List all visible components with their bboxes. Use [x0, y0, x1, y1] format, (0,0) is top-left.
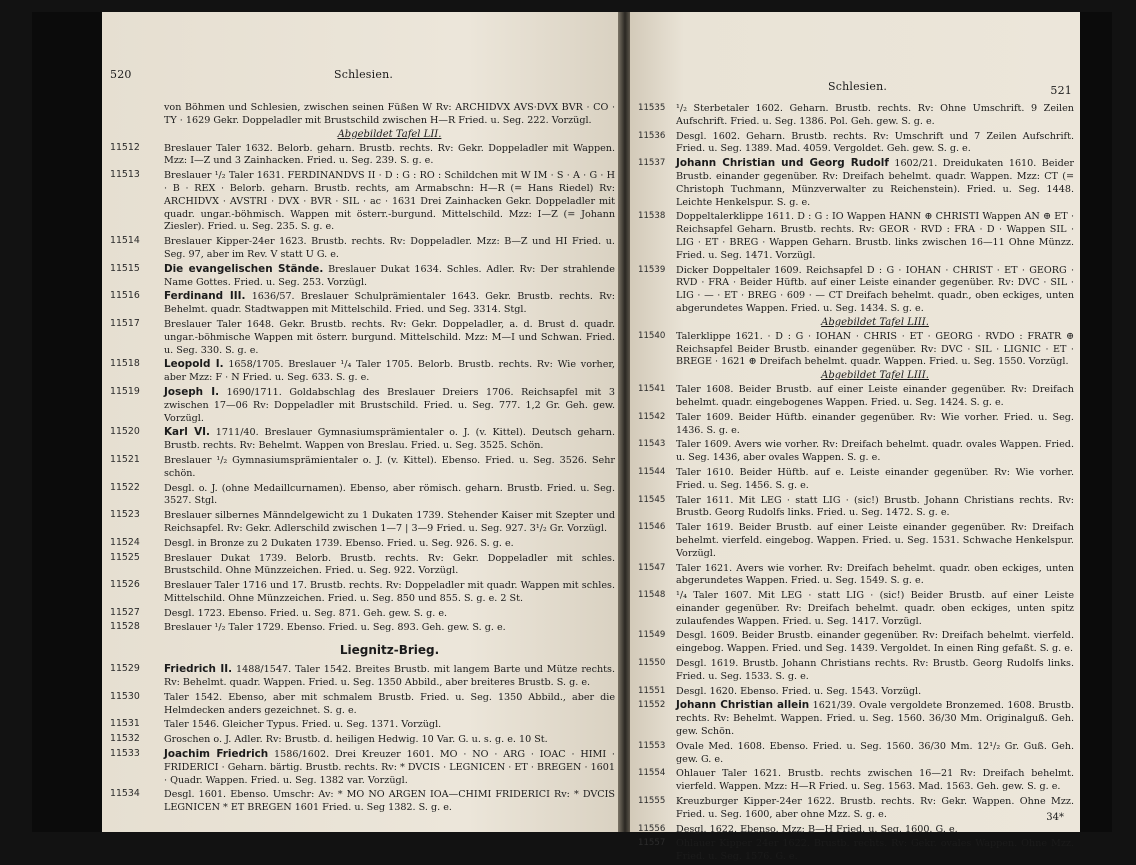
lot-number: 11521: [110, 453, 140, 465]
catalog-entry: [638, 466, 1074, 493]
entry-list: [110, 663, 615, 815]
entry-text: [676, 795, 1074, 822]
catalog-entry: [110, 386, 615, 425]
lot-number: 11538: [638, 211, 666, 222]
lot-number: 11520: [110, 426, 140, 438]
ruler-heading: Leopold I.: [164, 358, 224, 371]
entry-text: [164, 621, 615, 635]
entry-text: [164, 169, 615, 234]
entry-description: Taler 1611. Mit LEG · statt LIG · (sic!) Brustb. Johann Christians rechts. Rv: Brustb. Georg Rudolfs links. Fried. u. Seg. 1472. S. g. e.: [676, 494, 1074, 519]
running-head: Schlesien.: [828, 80, 888, 93]
entry-text: [676, 383, 1074, 410]
entry-text: [676, 629, 1074, 656]
catalog-entry: [110, 607, 615, 621]
lot-number: 11514: [110, 235, 140, 247]
lot-number: 11518: [110, 358, 140, 370]
entry-description: Desgl. 1602. Geharn. Brustb. rechts. Rv: Umschrift und 7 Zeilen Aufschrift. Fried. u. Seg. 1389. Mad. 4059. Vergoldet. Geh. gew. S. g. e.: [676, 130, 1074, 155]
lot-number: 11517: [110, 317, 140, 329]
entry-list: [638, 330, 1074, 369]
lot-number: 11513: [110, 169, 140, 181]
entry-description: Breslauer silbernes Männdelgewicht zu 1 Dukaten 1739. Stehender Kaiser mit Szepter und Reichsapfel. Rv: Gekr. Adlerschild zwischen 1—7 | 3—9 Fried. u. Seg. 927. 3¹/₂ Gr. Vorzügl.: [164, 510, 615, 534]
entry-text: [164, 235, 615, 262]
catalog-entry: [110, 426, 615, 453]
lot-number: 11530: [110, 690, 140, 702]
entry-text: [676, 438, 1074, 465]
catalog-entry: [638, 383, 1074, 410]
entry-text: [164, 733, 615, 747]
entry-description: 1602/21. Dreidukaten 1610. Beider Brustb. einander gegenüber. Rv: Dreifach behelmt. quadr. Wappen. Mzz: CT (= Christoph Tuchmann, Münzverwalter zu Reichenstein). Fried. u. Seg. 1448. Leichte Henkelspur. S. g. e.: [676, 158, 1074, 208]
entry-text: [164, 386, 615, 425]
lot-number: 11542: [638, 411, 666, 422]
catalog-entry: [110, 621, 615, 635]
catalog-entry: [110, 454, 615, 481]
catalog-entry: [110, 142, 615, 169]
lot-number: 11528: [110, 621, 140, 633]
entry-text: [164, 718, 615, 732]
entry-description: Breslauer ¹/₂ Gymnasiumsprämientaler o. J. (v. Kittel). Ebenso. Fried. u. Seg. 3526. Sehr schön.: [164, 454, 615, 479]
lot-number: 11536: [638, 130, 666, 141]
catalog-entry: [638, 130, 1074, 157]
entry-description: Ohlauer Kipper 24er 1622. Brustb. rechts. Rv: Gekr. ovales Wappen. Ohne Mzz. Fried. u. Seg. 1576. G. e.: [676, 838, 1074, 863]
catalog-entry: [110, 718, 615, 732]
entry-description: Taler 1609. Avers wie vorher. Rv: Dreifach behelmt. quadr. ovales Wappen. Fried. u. Seg. 1436, aber ovales Wappen. S. g. e.: [676, 439, 1074, 464]
entry-description: 1636/57. Breslauer Schulprämientaler 1643. Gekr. Brustb. rechts. Rv: Behelmt. quadr. Stadtwappen mit Mittelschild. Fried. und Seg. 3314. Stgl.: [164, 291, 615, 316]
catalog-entry: [110, 358, 615, 385]
plate-reference: Abgebildet Tafel LII.: [337, 128, 442, 140]
lot-number: 11525: [110, 551, 140, 563]
lot-number: 11545: [638, 494, 666, 505]
ruler-heading: Johann Christian und Georg Rudolf: [676, 157, 889, 170]
entry-text: [164, 663, 615, 690]
catalog-entry: [110, 290, 615, 317]
entry-text: [676, 521, 1074, 560]
entry-list: [110, 142, 615, 636]
catalog-entry: [638, 795, 1074, 822]
ruler-heading: Ferdinand III.: [164, 290, 246, 303]
entry-text: [164, 691, 615, 718]
entry-description: Desgl. 1620. Ebenso. Fried. u. Seg. 1543. Vorzügl.: [676, 685, 922, 697]
entry-description: Desgl. 1619. Brustb. Johann Christians rechts. Rv: Brustb. Georg Rudolfs links. Fried. u. Seg. 1533. S. g. e.: [676, 658, 1074, 682]
entry-text: [676, 589, 1074, 628]
catalog-entry: [110, 318, 615, 357]
lot-number: 11556: [638, 823, 666, 834]
ruler-heading: Die evangelischen Stände.: [164, 262, 324, 275]
right-page: [630, 12, 1080, 863]
lot-number: 11512: [110, 141, 140, 153]
catalog-entry: [638, 210, 1074, 262]
book-spread: [32, 12, 1112, 863]
entry-description: Desgl. 1601. Ebenso. Umschr: Av: * MO NO ARGEN IOA—CHIMI FRIDERICI Rv: * DVCIS LEGNICEN * ET BREGEN 1601 Fried. u. Seg 1382. S. g. e.: [164, 789, 615, 814]
catalog-entry: [110, 509, 615, 536]
lot-number: 11552: [638, 700, 666, 711]
catalog-entry: [638, 157, 1074, 209]
entry-text: [164, 748, 615, 787]
lot-number: 11544: [638, 466, 666, 477]
lot-number: 11526: [110, 579, 140, 591]
lot-number: 11527: [110, 606, 140, 618]
catalog-entry: [638, 837, 1074, 864]
catalog-entry: [110, 691, 615, 718]
catalog-entry: [638, 657, 1074, 684]
entry-text: [164, 607, 615, 621]
lot-number: 11537: [638, 158, 666, 169]
lot-number: 11551: [638, 685, 666, 696]
left-page: [102, 12, 622, 832]
lot-number: 11546: [638, 522, 666, 533]
lot-number: 11529: [110, 663, 140, 675]
catalog-entry: [638, 562, 1074, 589]
entry-description: Desgl. 1723. Ebenso. Fried. u. Seg. 871. Geh. gew. S. g. e.: [164, 607, 448, 619]
lot-number: 11540: [638, 330, 666, 341]
ruler-heading: Joseph I.: [164, 385, 220, 398]
lot-number: 11547: [638, 562, 666, 573]
lot-number: 11533: [110, 748, 140, 760]
catalog-entry: [638, 330, 1074, 369]
entry-text: [676, 210, 1074, 262]
entry-description: Talerklippe 1621. · D : G · IOHAN · CHRIS · ET · GEORG · RVDO : FRATR ⊕ Reichsapfel Beider Brustb. einander gegenüber. Rv: DVC · SIL · LIGNIC · ET · BREGE · 1621 ⊕ Dreifach behelmt. quadr. Wappen. Fried. u. Seg. 1550. Vorzügl.: [676, 330, 1074, 368]
entry-description: Taler 1542. Ebenso, aber mit schmalem Brustb. Fried. u. Seg. 1350 Abbild., aber die Helmdecken anders gezeichnet. S. g. e.: [164, 691, 615, 716]
catalog-entry: [110, 733, 615, 747]
lot-number: 11534: [110, 788, 140, 800]
entry-text: [676, 466, 1074, 493]
entry-description: 1621/39. Ovale vergoldete Bronzemed. 1608. Brustb. rechts. Rv: Behelmt. Wappen. Fried. u. Seg. 1560. 36/30 Mm. Originalguß. Geh. gew. Schön.: [676, 700, 1074, 738]
entry-text: [676, 837, 1074, 864]
entry-list: [638, 102, 1074, 316]
section-heading: Liegnitz-Brieg.: [339, 643, 440, 658]
catalog-entry: [638, 685, 1074, 699]
continued-entry: von Böhmen und Schlesien, zwischen seinen Füßen W Rv: ARCHIDVX AVS·DVX BVR · CO · TY · 1629 Gekr. Doppeladler mit Brustschild zwischen H—R Fried. u. Seg. 222. Vorzügl.: [164, 102, 615, 126]
entry-text: [676, 767, 1074, 794]
entry-description: Taler 1608. Beider Brustb. auf einer Leiste einander gegenüber. Rv: Dreifach behelmt. quadr. eingebogenes Wappen. Fried. u. Seg. 1424. S. g. e.: [676, 384, 1074, 408]
catalog-entry: [110, 235, 615, 262]
catalog-entry: [110, 788, 615, 815]
catalog-entry: [638, 411, 1074, 438]
entry-description: Taler 1621. Avers wie vorher. Rv: Dreifach behelmt. quadr. oben eckiges, unten abgerundetes Wappen. Fried. u. Seg. 1549. S. g. e.: [676, 562, 1074, 587]
catalog-entry: [638, 521, 1074, 560]
catalog-entry: [110, 263, 615, 290]
lot-number: 11522: [110, 481, 140, 493]
entry-description: 1488/1547. Taler 1542. Breites Brustb. mit langem Barte und Mütze rechts. Rv: Behelmt. quadr. Wappen. Fried. u. Seg. 1350 Abbild., aber breiteres Brustb. S. g. e.: [164, 664, 615, 689]
lot-number: 11550: [638, 658, 666, 669]
entry-text: [164, 318, 615, 357]
entry-description: 1690/1711. Goldabschlag des Breslauer Dreiers 1706. Reichsapfel mit 3 zwischen 17—06 Rv: Doppeladler mit Brustschild. Fried. u. Seg. 777. 1,2 Gr. Geh. gew. Vorzügl.: [164, 386, 615, 424]
entry-description: Desgl. 1609. Beider Brustb. einander gegenüber. Rv: Dreifach behelmt. vierfeld. eingebog. Wappen. Fried. und Seg. 1439. Vergoldet. In einen Ring gefaßt. S. g. e.: [676, 630, 1074, 655]
entry-text: [164, 290, 615, 317]
lot-number: 11539: [638, 264, 666, 275]
catalog-entry: [638, 767, 1074, 794]
entry-text: [676, 494, 1074, 521]
lot-number: 11549: [638, 630, 666, 641]
entry-text: [676, 657, 1074, 684]
catalog-entry: [638, 102, 1074, 129]
lot-number: 11554: [638, 768, 666, 779]
catalog-entry: [110, 482, 615, 509]
ruler-heading: Karl VI.: [164, 426, 210, 439]
plate-reference: Abgebildet Tafel LIII.: [821, 370, 929, 382]
entry-text: [164, 579, 615, 606]
lot-number: 11555: [638, 796, 666, 807]
entry-text: [676, 411, 1074, 438]
plate-reference: Abgebildet Tafel LIII.: [821, 316, 929, 328]
catalog-entry: [638, 438, 1074, 465]
signature-mark: 34*: [1046, 812, 1064, 823]
ruler-heading: Johann Christian allein: [676, 699, 810, 712]
entry-description: Breslauer ¹/₂ Taler 1631. FERDINANDVS II · D : G : RO : Schildchen mit W IM · S · A · G · H · B · REX · Belorb. geharn. Brustb. rechts, am Armabschn: H—R (= Hans Riedel) Rv: ARCHIDVX · AVSTRI · DVX · BVR · SIL · ac · 1631 Drei Zainhacken Gekr. Doppeladler mit quadr. ungar.-böhmisch. Wappen mit österr.-burgund. Mittelschild. Mzz: I—Z (= Johann Ziesler). Fried. u. Seg. 235. S. g. e.: [164, 170, 615, 233]
lot-number: 11548: [638, 590, 666, 601]
entry-description: Dicker Doppeltaler 1609. Reichsapfel D : G · IOHAN · CHRIST · ET · GEORG · RVD · FRA · Beider Hüftb. auf einer Leiste einander gegenüber. Rv: DVC · SIL · LIG · — · ET · BREG · 609 · — CT Dreifach behelmt. quadr., oben eckiges, unten abgerundetes Wappen. Fried. u. Seg. 1434. S. g. e.: [676, 264, 1074, 314]
entry-text: [676, 562, 1074, 589]
entry-description: Taler 1546. Gleicher Typus. Fried. u. Seg. 1371. Vorzügl.: [164, 719, 442, 731]
entry-text: [164, 509, 615, 536]
catalog-entry: [638, 494, 1074, 521]
lot-number: 11541: [638, 384, 666, 395]
entry-description: Breslauer Dukat 1634. Schles. Adler. Rv: Der strahlende Name Gottes. Fried. u. Seg. 253. Vorzügl.: [164, 263, 615, 288]
entry-text: [164, 537, 615, 551]
entry-text: [676, 699, 1074, 738]
entry-description: ¹/₄ Taler 1607. Mit LEG · statt LIG · (sic!) Beider Brustb. auf einer Leiste einander gegenüber. Rv: Dreifach behelmt. quadr. oben eckiges, unten spitz zulaufendes Wappen. Fried. u. Seg. 1417. Vorzügl.: [676, 590, 1074, 627]
entry-text: [164, 788, 615, 815]
entry-text: [164, 482, 615, 509]
lot-number: 11516: [110, 290, 140, 302]
lot-number: 11535: [638, 103, 666, 113]
entry-description: Breslauer Taler 1716 und 17. Brustb. rechts. Rv: Doppeladler mit quadr. Wappen mit schles. Mittelschild. Ohne Münzzeichen. Fried. u. Seg. 850 und 855. S. g. e. 2 St.: [164, 580, 615, 604]
entry-description: 1658/1705. Breslauer ¹/₄ Taler 1705. Belorb. Brustb. rechts. Rv: Wie vorher, aber Mzz: F · N Fried. u. Seg. 633. S. g. e.: [164, 359, 615, 384]
catalog-entry: [110, 552, 615, 579]
catalog-entry: [110, 579, 615, 606]
catalog-entry: [638, 823, 1074, 837]
entry-description: Desgl. 1622. Ebenso. Mzz: B—H Fried. u. Seg. 1600. G. e.: [676, 823, 958, 835]
left-entries: [110, 102, 615, 816]
entry-text: [676, 740, 1074, 767]
entry-description: Desgl. o. J. (ohne Medaillcurnamen). Ebenso, aber römisch. geharn. Brustb. Fried. u. Seg. 3527. Stgl.: [164, 482, 615, 507]
entry-description: Breslauer Taler 1632. Belorb. geharn. Brustb. rechts. Rv: Gekr. Doppeladler mit Wappen. Mzz: I—Z und 3 Zainhacken. Fried. u. Seg. 239. S. g. e.: [164, 142, 615, 167]
page-number: 520: [110, 68, 132, 81]
entry-text: [676, 102, 1074, 129]
entry-description: Breslauer Dukat 1739. Belorb. Brustb. rechts. Rv: Gekr. Doppeladler mit schles. Brustschild. Ohne Münzzeichen. Fried. u. Seg. 922. Vorzügl.: [164, 552, 615, 577]
page-number: 521: [1050, 84, 1072, 97]
catalog-entry: [110, 169, 615, 234]
entry-description: Taler 1610. Beider Hüftb. auf e. Leiste einander gegenüber. Rv: Wie vorher. Fried. u. Seg. 1456. S. g. e.: [676, 466, 1074, 491]
right-entries: [638, 102, 1074, 865]
lot-number: 11523: [110, 509, 140, 521]
catalog-entry: [110, 537, 615, 551]
entry-text: [676, 685, 1074, 699]
entry-description: Breslauer Taler 1648. Gekr. Brustb. rechts. Rv: Gekr. Doppeladler, a. d. Brust d. quadr. ungar.-böhmische Wappen mit österr. burgund. Mittelschild. Mzz: M—I und Schwan. Fried. u. Seg. 330. S. g. e.: [164, 318, 615, 356]
entry-text: [164, 552, 615, 579]
catalog-entry: [638, 264, 1074, 316]
catalog-entry: [638, 740, 1074, 767]
entry-text: [676, 130, 1074, 157]
entry-description: ¹/₂ Sterbetaler 1602. Geharn. Brustb. rechts. Rv: Ohne Umschrift. 9 Zeilen Aufschrift. Fried. u. Seg. 1386. Pol. Geh. gew. S. g. e.: [676, 103, 1074, 127]
catalog-entry: [638, 699, 1074, 738]
entry-text: [676, 157, 1074, 209]
entry-text: [164, 358, 615, 385]
lot-number: 11532: [110, 733, 140, 745]
running-head: Schlesien.: [334, 68, 394, 81]
entry-description: 1711/40. Breslauer Gymnasiumsprämientaler o. J. (v. Kittel). Deutsch geharn. Brustb. rechts. Rv: Behelmt. Wappen von Breslau. Fried. u. Seg. 3525. Schön.: [164, 427, 615, 452]
lot-number: 11515: [110, 262, 140, 274]
entry-text: [676, 330, 1074, 369]
entry-text: [164, 426, 615, 453]
catalog-entry: [110, 663, 615, 690]
entry-list: [638, 383, 1074, 864]
entry-description: Breslauer Kipper-24er 1623. Brustb. rechts. Rv: Doppeladler. Mzz: B—Z und HI Fried. u. Seg. 97, aber im Rev. V statt U G. e.: [164, 236, 615, 260]
catalog-entry: [638, 589, 1074, 628]
lot-number: 11557: [638, 838, 666, 849]
entry-description: Taler 1609. Beider Hüftb. einander gegenüber. Rv: Wie vorher. Fried. u. Seg. 1436. S. g. e.: [676, 411, 1074, 436]
entry-text: [164, 142, 615, 169]
entry-description: Ohlauer Taler 1621. Brustb. rechts zwischen 16—21 Rv: Dreifach behelmt. vierfeld. Wappen. Mzz: H—R Fried. u. Seg. 1563. Mad. 1563. Geh. gew. S. g. e.: [676, 768, 1074, 793]
entry-description: Doppeltalerklippe 1611. D : G : IO Wappen HANN ⊕ CHRISTI Wappen AN ⊕ ET · Reichsapfel Geharn. Brustb. rechts. Rv: GEOR · RVD : FRA · D · Wappen SIL · LIG · ET · BREG · Wappen Geharn. Brustb. links zwischen 16—11 Ohne Münzz. Fried. u. Seg. 1471. Vorzügl.: [676, 211, 1074, 261]
entry-text: [164, 454, 615, 481]
lot-number: 11531: [110, 718, 140, 730]
entry-text: [676, 823, 1074, 837]
lot-number: 11519: [110, 385, 140, 397]
catalog-entry: [638, 629, 1074, 656]
entry-text: [676, 264, 1074, 316]
lot-number: 11524: [110, 536, 140, 548]
entry-description: Kreuzburger Kipper-24er 1622. Brustb. rechts. Rv: Gekr. Wappen. Ohne Mzz. Fried. u. Seg. 1600, aber ohne Mzz. S. g. e.: [676, 796, 1074, 820]
entry-description: 1586/1602. Drei Kreuzer 1601. MO · NO · ARG · IOAC · HIMI · FRIDERICI · Geharn. bärtig. Brustb. rechts. Rv: * DVCIS · LEGNICEN · ET · BREGEN · 1601 · Quadr. Wappen. Fried. u. Seg. 1382 var. Vorzügl.: [164, 749, 615, 786]
entry-description: Ovale Med. 1608. Ebenso. Fried. u. Seg. 1560. 36/30 Mm. 12¹/₂ Gr. Guß. Geh. gew. G. e.: [676, 740, 1074, 765]
ruler-heading: Friedrich II.: [164, 663, 233, 676]
catalog-entry: [110, 748, 615, 787]
lot-number: 11553: [638, 740, 666, 751]
lot-number: 11543: [638, 439, 666, 450]
entry-description: Groschen o. J. Adler. Rv: Brustb. d. heiligen Hedwig. 10 Var. G. u. s. g. e. 10 St.: [164, 734, 548, 746]
ruler-heading: Joachim Friedrich: [164, 748, 269, 761]
entry-description: Taler 1619. Beider Brustb. auf einer Leiste einander gegenüber. Rv: Dreifach behelmt. vierfeld. eingebog. Wappen. Fried. u. Seg. 1531. Schwache Henkelspur. Vorzügl.: [676, 522, 1074, 559]
entry-description: Desgl. in Bronze zu 2 Dukaten 1739. Ebenso. Fried. u. Seg. 926. S. g. e.: [164, 537, 514, 549]
entry-description: Breslauer ¹/₂ Taler 1729. Ebenso. Fried. u. Seg. 893. Geh. gew. S. g. e.: [164, 622, 506, 634]
entry-text: [164, 263, 615, 290]
